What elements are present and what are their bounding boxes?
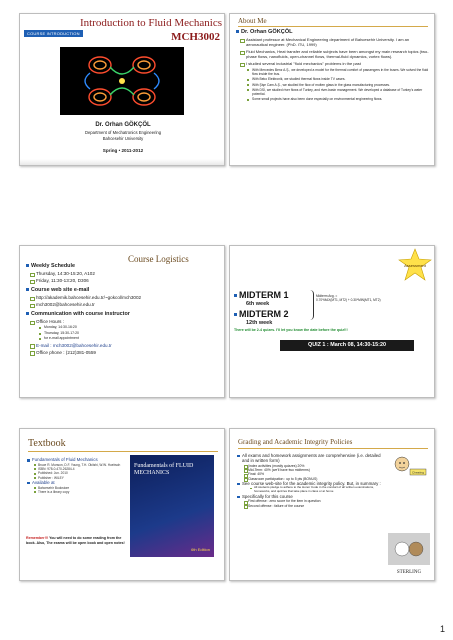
assessment-badge-icon <box>398 248 432 282</box>
sub-item: With DSİ, we studied river flows of Turkey, and river-basin management. We developed a database of Turkey's water potential. <box>240 88 430 96</box>
brace <box>308 290 314 320</box>
midterm1-label <box>234 290 289 300</box>
section-heading <box>26 263 222 270</box>
instructor-name: Dr. Orhan GÖKÇÖL <box>95 122 151 128</box>
cheating-cartoon-icon <box>390 453 428 483</box>
sub-item: Thursday, 15:30-17:20 <box>26 331 222 337</box>
footer-bar <box>20 159 225 165</box>
midterm1-week: 6th week <box>246 301 270 307</box>
sub-item: First offense : zero score for the item in question <box>236 499 386 503</box>
list-item: Friday, 11:30-13:20, D306 <box>26 277 222 284</box>
sub-item: Bruce R. Munson, D.F. Young, T.H. Okiishi, W.W. Huebsch <box>26 463 126 467</box>
slide-heading: Course Logistics <box>128 254 189 264</box>
slide-grading <box>229 428 435 581</box>
section-heading <box>26 287 222 294</box>
course-code: MCH3002 <box>171 31 220 43</box>
sub-item: Published: Jun. 2010 <box>26 471 126 475</box>
book-cover-image <box>130 455 214 557</box>
quiz-banner: QUIZ 1 : March 08, 14:30-15:20 <box>280 340 414 351</box>
page-number: 1 <box>439 624 445 634</box>
office-phone: Office phone : (212)381-0559 <box>26 349 222 356</box>
bullet-icon <box>234 294 237 297</box>
slide-about-me <box>229 13 435 166</box>
cover-edition: 6th Edition <box>191 547 210 552</box>
sub-item: Monday, 14:30-16:20 <box>26 325 222 331</box>
sub-item: Some small projects have also been done especially on environmental engineering flows. <box>240 97 430 101</box>
formula-line: Midterm Avg. = <box>316 294 338 298</box>
web-label: Course web site e-mail <box>31 287 90 293</box>
flow-visualization-image <box>60 47 184 115</box>
list-heading: Available at <box>26 480 126 486</box>
list-heading: See course web-site for the academic integrity policy. But, in summary : <box>236 481 386 486</box>
slide-title <box>19 13 225 166</box>
about-list <box>240 37 430 102</box>
sub-item: ISBN: 978-0-470-26284-4 <box>26 467 126 471</box>
logistics-list <box>26 260 222 356</box>
sub-item: Mid-Term: 40% (we'll have two midterms) <box>236 468 386 472</box>
warning-text: You will need to do some reading from the book. Also, The exams will be open book and open notes! <box>26 536 125 545</box>
sub-item: Final: 40% <box>236 472 386 476</box>
sub-item: All students pledge to adhere to the Honor Code in the conduct of all written examinations, homeworks, and quizzes that take place in class or at home <box>236 486 386 494</box>
logo-text: STERLING <box>396 570 422 575</box>
sterling-logo-icon <box>388 533 430 577</box>
bullet-icon <box>26 288 29 291</box>
midterm2-week: 12th week <box>246 320 273 326</box>
midterm-formula <box>316 294 381 302</box>
midterm2-text: MIDTERM 2 <box>239 309 289 319</box>
textbook-list <box>26 457 126 494</box>
sub-item: Bahcesehir Bookstore <box>26 486 126 490</box>
list-heading: Fundamentals of Fluid Mechanics <box>26 457 126 463</box>
list-item: Office Hours : <box>26 318 222 325</box>
sub-item: With Mercedes Benz A.Ş., we developed a model for the thermal comfort of passengers in the buses. We solved the fluid flow inside the bus. <box>240 68 430 76</box>
formula-line: 0.70*MAX(MT1, MT2) + 0.30*MIN(MT1, MT2) <box>316 298 381 302</box>
bullet-icon <box>234 313 237 316</box>
sub-item: There is a library copy <box>26 490 126 494</box>
slide-title-text: Introduction to Fluid Mechanics <box>79 17 222 29</box>
badge-text: Assessment <box>404 263 426 268</box>
instructor-name <box>236 29 293 35</box>
sub-item: With Şişe Cam A.Ş., we studied the flow of molten glass in the glass manufacturing processes. <box>240 83 430 87</box>
list-item: Thursday, 14:30-15:20, A102 <box>26 270 222 277</box>
course-tag: COURSE INTRODUCTION <box>24 30 83 37</box>
list-heading: Specifically for this course <box>236 494 386 499</box>
cover-title: Fundamentals of FLUID MECHANICS <box>134 463 194 476</box>
grading-list <box>236 453 386 508</box>
midterm2-label <box>234 309 289 319</box>
sub-item: Publisher : WILEY <box>26 476 126 480</box>
instructor-email-link[interactable]: E-mail : mch3002@bahcesehir.edu.tr <box>26 342 222 349</box>
section-heading <box>26 311 222 318</box>
bullet-icon <box>26 312 29 315</box>
university: Bahcesehir University <box>102 136 144 141</box>
list-item: Fluid Mechanics, Heat transfer and reliable subjects have been amongst my main research topics (two-phase flows, nanofluids, open-channel flows, thermal-fluid dynamics, vortex flows). <box>240 49 430 59</box>
slide-heading: About Me <box>238 17 267 25</box>
header-rule <box>238 448 428 449</box>
list-heading: All exams and homework assignments are comprehensive (i.e. detailed and in written form) <box>236 453 386 464</box>
sub-item: for e-mail appointment <box>26 336 222 342</box>
weekly-label: Weekly Schedule <box>31 263 75 269</box>
header-rule <box>28 451 218 452</box>
slide-course-logistics <box>19 245 225 398</box>
list-item: Assistant professor at Mechanical Engineering department of Bahcesehir University. I am an aeronautical engineer. (PhD. ITU, 1999) <box>240 37 430 47</box>
slide-heading: Textbook <box>28 438 66 449</box>
slide-textbook <box>19 428 225 581</box>
warning-emphasis: Remember!!! <box>26 536 49 540</box>
list-item: I studied several industrial "fluid mechanics" problems in the past <box>240 61 430 66</box>
course-url-link[interactable]: http://akademik.bahcesehir.edu.tr/~gokcol/mch3002 <box>26 294 222 301</box>
sub-item: With Beko Elektronik, we studied thermal flows inside TV cases. <box>240 77 430 81</box>
sub-item: Classroom participation : up to 5 pts (BONUS) <box>236 477 386 481</box>
term: Spring • 2011-2012 <box>102 148 144 153</box>
bullet-icon <box>26 264 29 267</box>
slide-assessment <box>229 245 435 398</box>
midterm1-text: MIDTERM 1 <box>239 290 289 300</box>
sub-item: (index activities (mostly quizzes) 20% <box>236 464 386 468</box>
reading-warning <box>26 536 130 545</box>
quiz-note: There will be 2-4 quizes. I'll let you know the date before the quiz!!! <box>234 328 348 332</box>
course-email-link[interactable]: mch3002@bahcesehir.edu.tr <box>26 301 222 308</box>
sub-item: Second offense : failure of the course <box>236 504 386 508</box>
department: Department of Mechatronics Engineering <box>84 130 162 135</box>
slide-heading: Grading and Academic Integrity Policies <box>238 438 353 446</box>
comm-label: Communication with course instructor <box>31 311 130 317</box>
badge-text: Cheating <box>411 470 425 475</box>
bullet-icon <box>236 30 239 33</box>
instructor-name-text: Dr. Orhan GÖKÇÖL <box>241 29 293 35</box>
